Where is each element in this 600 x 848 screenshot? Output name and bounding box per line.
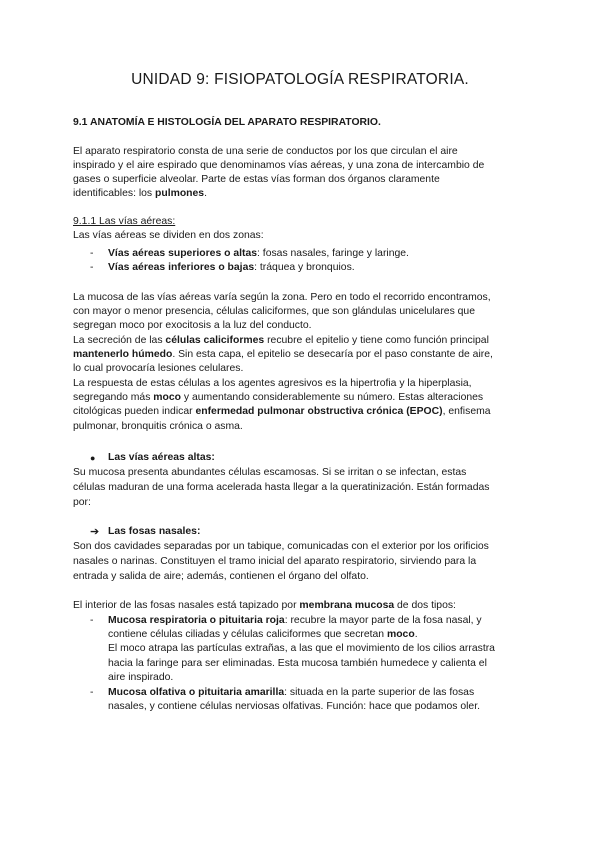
paragraph-line: por:	[73, 497, 91, 508]
section-heading: 9.1 ANATOMÍA E HISTOLOGÍA DEL APARATO RESPIRATORIO.	[73, 117, 381, 128]
page-title: UNIDAD 9: FISIOPATOLOGÍA RESPIRATORIA.	[131, 71, 469, 88]
intro-line: gases o superficie alveolar. Parte de estas vías forman dos órganos claramente	[73, 174, 440, 185]
list-dash: -	[90, 248, 94, 259]
subsection-heading: 9.1.1 Las vías aéreas:	[73, 216, 176, 227]
paragraph-line: segregando más moco y aumentando considerablemente su número. Estas alteraciones	[73, 392, 484, 403]
intro-line: El aparato respiratorio consta de una serie de conductos por los que circulan el aire	[73, 146, 458, 157]
list-item-line: hacia la faringe para ser eliminadas. Esta mucosa también humedece y calienta el	[108, 658, 487, 669]
list-item-line: nasales, y contiene células nerviosas olfativas. Función: hace que podamos oler.	[108, 701, 480, 712]
paragraph-line: pulmonar, bronquitis crónica o asma.	[73, 421, 243, 432]
arrow-icon: ➔	[90, 526, 100, 538]
list-item: Vías aéreas superiores o altas: fosas nasales, faringe y laringe.	[108, 248, 409, 259]
list-dash: -	[90, 615, 94, 626]
list-item: Mucosa respiratoria o pituitaria roja: recubre la mayor parte de la fosa nasal, y	[108, 615, 482, 626]
paragraph-line: La respuesta de estas células a los agentes agresivos es la hipertrofia y la hiperplasia,	[73, 378, 472, 389]
bullet-heading: Las vías aéreas altas:	[108, 452, 215, 463]
paragraph-line: Las vías aéreas se dividen en dos zonas:	[73, 230, 264, 241]
intro-line: inspirado y el aire espirado que denominamos vías aéreas, y una zona de intercambio de	[73, 160, 485, 171]
bold-term: pulmones	[155, 188, 205, 199]
paragraph-line: Su mucosa presenta abundantes células escamosas. Si se irritan o se infectan, estas	[73, 467, 467, 478]
paragraph-line: La mucosa de las vías aéreas varía según la zona. Pero en todo el recorrido encontramos,	[73, 292, 491, 303]
paragraph-line: La secreción de las células caliciformes recubre el epitelio y tiene como función principal	[73, 335, 489, 346]
paragraph-line: células maduran de una forma acelerada hasta llegar a la queratinización. Están formadas	[73, 482, 490, 493]
list-dash: -	[90, 262, 94, 273]
list-item-line: El moco atrapa las partículas extrañas, a las que el movimiento de los cilios arrastra	[108, 643, 495, 654]
list-item-line: aire inspirado.	[108, 672, 174, 683]
arrow-heading: Las fosas nasales:	[108, 526, 201, 537]
paragraph-line: segregan moco por exocitosis a la luz del conducto.	[73, 320, 312, 331]
list-item: Mucosa olfativa o pituitaria amarilla: situada en la parte superior de las fosas	[108, 687, 475, 698]
paragraph-line: El interior de las fosas nasales está tapizado por membrana mucosa de dos tipos:	[73, 600, 456, 611]
paragraph-line: lo cual provocaría lesiones celulares.	[73, 363, 244, 374]
paragraph-line: mantenerlo húmedo. Sin esta capa, el epitelio se desecaría por el paso constante de aire,	[73, 349, 493, 360]
paragraph-line: entrada y salida de aire; además, contienen el órgano del olfato.	[73, 571, 369, 582]
paragraph-line: Son dos cavidades separadas por un tabique, comunicadas con el exterior por los orificios	[73, 541, 489, 552]
paragraph-line: nasales o narinas. Constituyen el tramo inicial del aparato respiratorio, sirviendo para la	[73, 556, 477, 567]
intro-line: identificables: los pulmones.	[73, 188, 207, 199]
list-item-line: contiene células ciliadas y células caliciformes que secretan moco.	[108, 629, 418, 640]
list-item: Vías aéreas inferiores o bajas: tráquea y bronquios.	[108, 262, 355, 273]
list-dash: -	[90, 687, 94, 698]
bullet-icon: ●	[90, 453, 96, 463]
paragraph-line: con mayor o menor presencia, células caliciformes, que son glándulas unicelulares que	[73, 306, 475, 317]
paragraph-line: citológicas pueden indicar enfermedad pulmonar obstructiva crónica (EPOC), enfisema	[73, 406, 491, 417]
